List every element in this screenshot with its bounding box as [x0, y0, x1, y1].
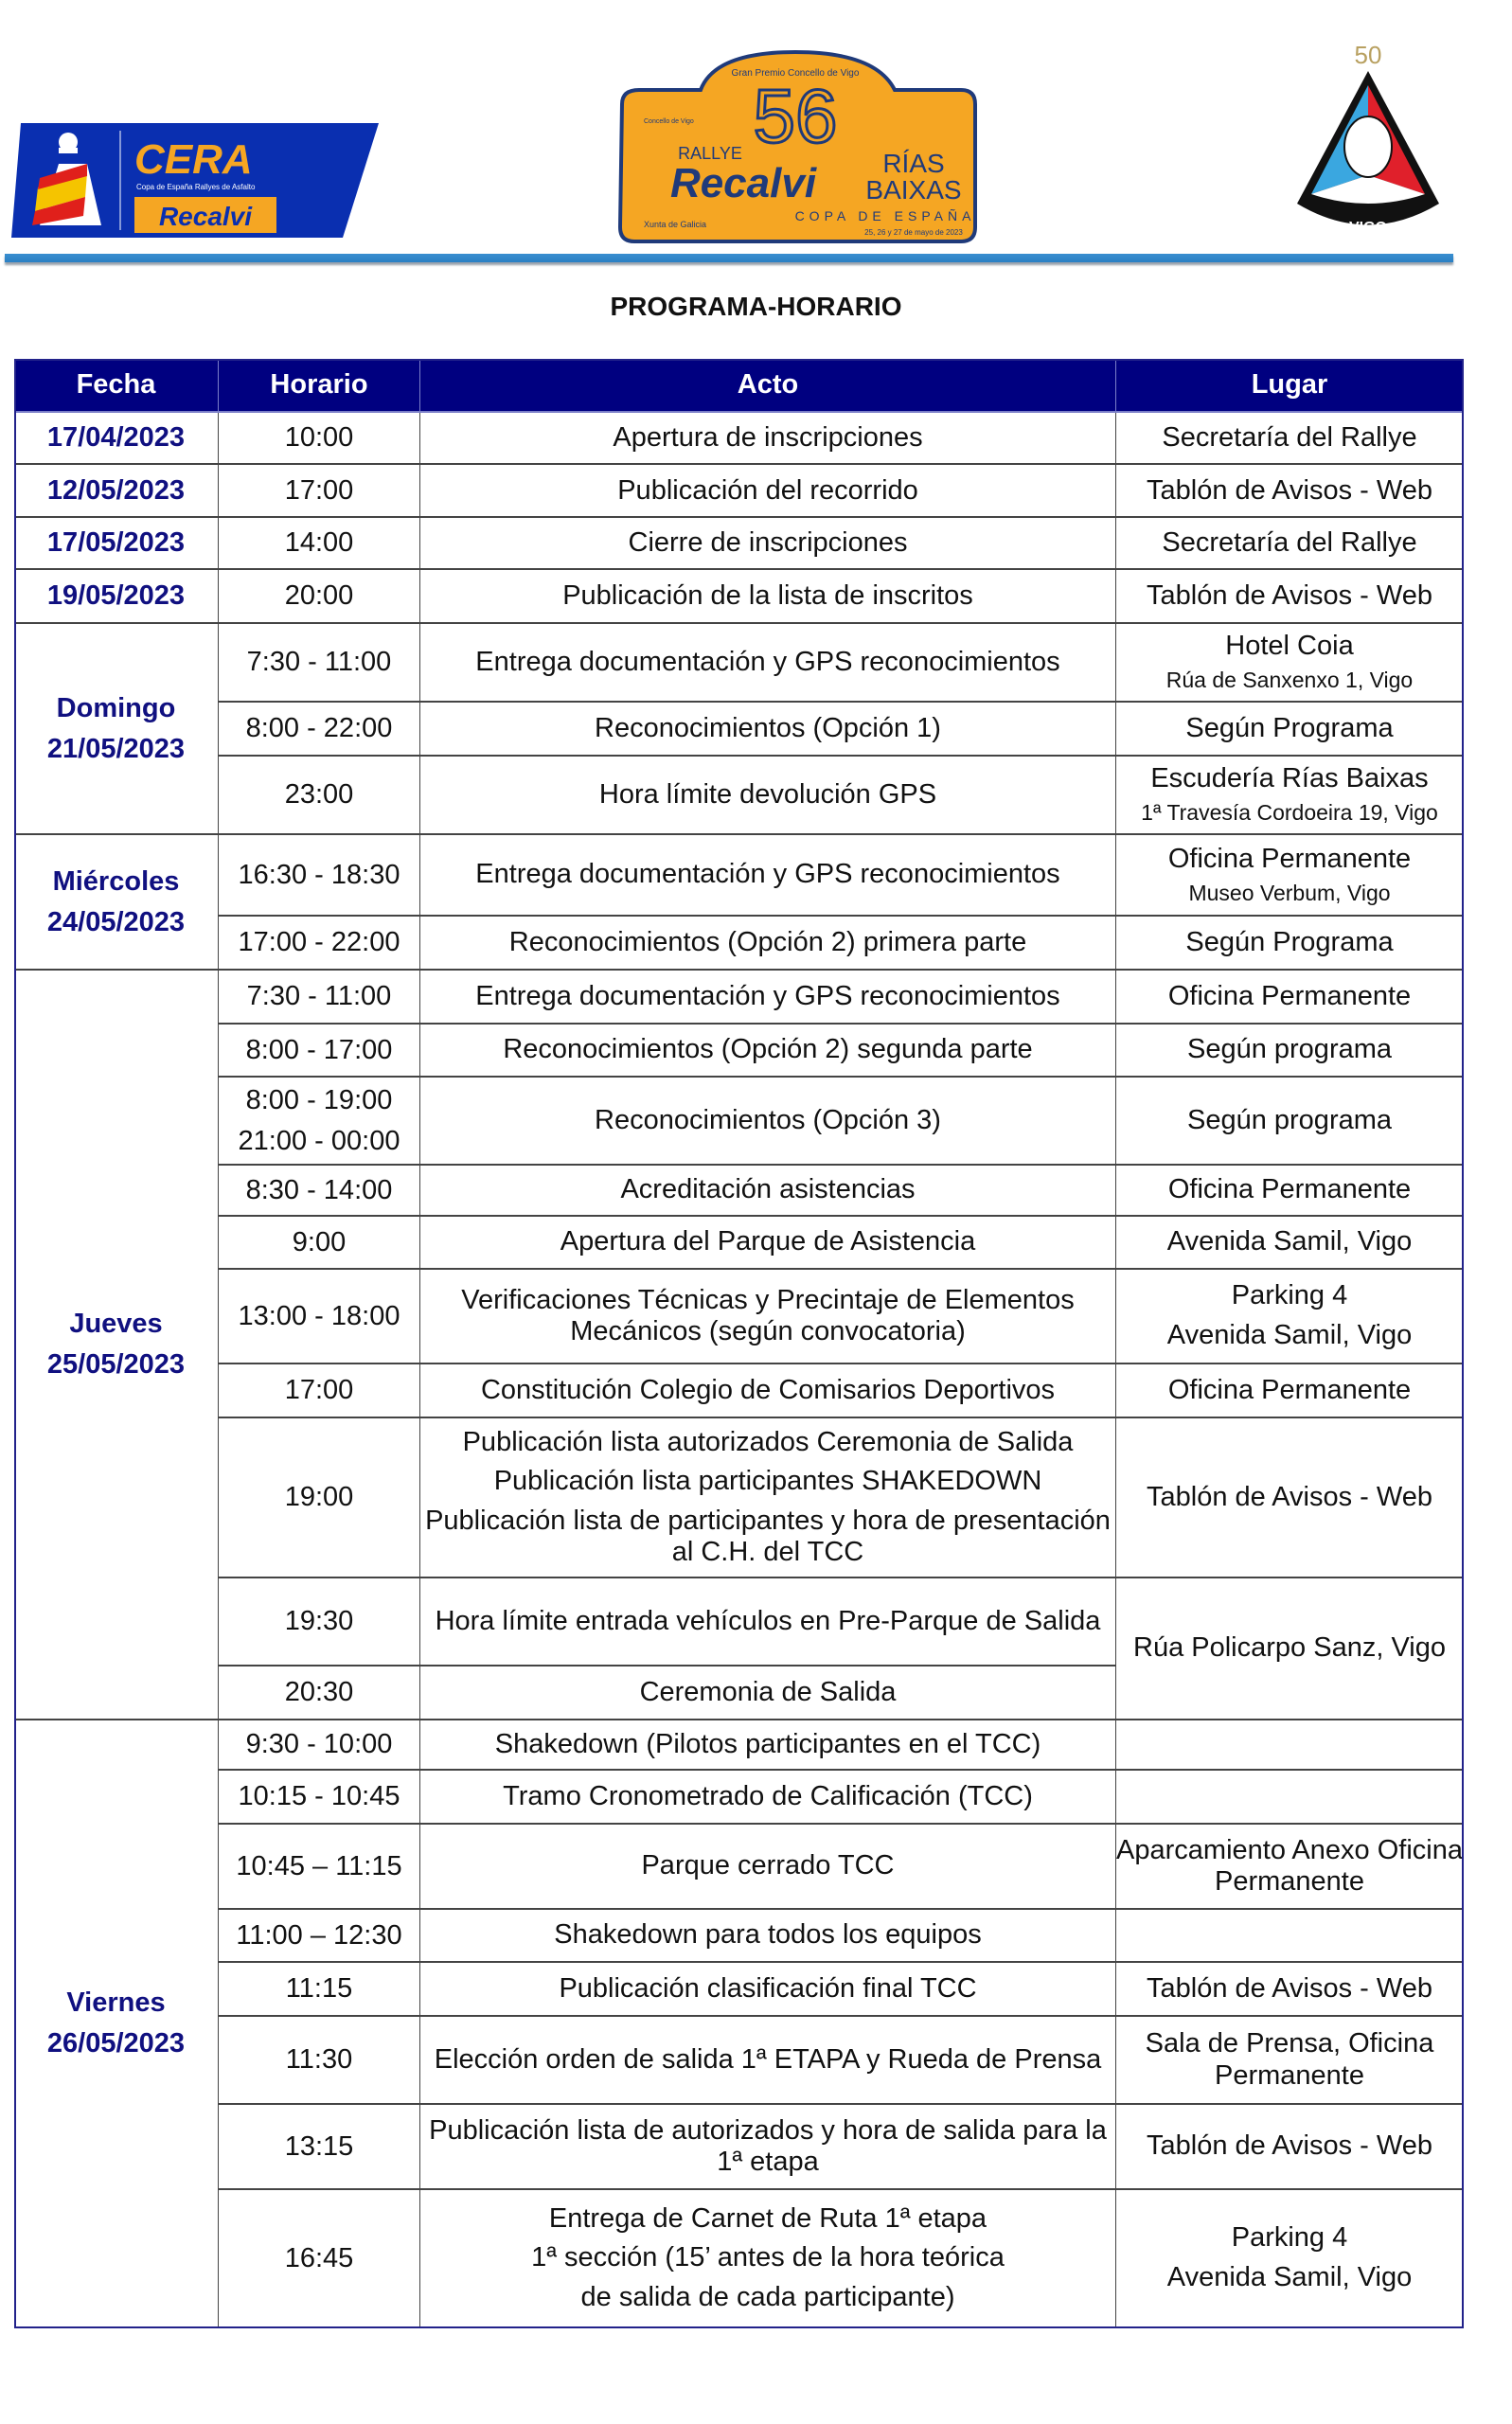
event-horario	[219, 1771, 420, 1825]
event-lugar-empty	[1116, 1771, 1464, 1825]
lugar-value: Hotel Coia	[1225, 631, 1354, 662]
event-horario	[219, 1078, 420, 1166]
cera-recalvi-logo	[11, 121, 381, 240]
horario-value: 10:45 – 11:15	[236, 1850, 402, 1881]
horario-value: 19:30	[284, 1606, 354, 1637]
lugar-value: Tablón de Avisos - Web	[1147, 2130, 1432, 2162]
acto-value: Apertura del Parque de Asistencia	[560, 1226, 976, 1257]
day-date: 26/05/2023	[46, 2028, 186, 2059]
lugar-value: Oficina Permanente	[1167, 843, 1412, 874]
lugar-value: Según Programa	[1185, 926, 1394, 957]
event-acto	[420, 971, 1116, 1025]
event-acto	[420, 1666, 1116, 1720]
event-lugar	[1116, 1963, 1464, 2017]
lugar-value: Secretaría del Rallye	[1162, 527, 1417, 559]
row-horario	[219, 570, 420, 624]
event-horario	[219, 703, 420, 757]
day-name: Viernes	[66, 1987, 166, 2019]
horario-value: 23:00	[284, 779, 354, 811]
event-horario	[219, 1025, 420, 1078]
acto-value: Cierre de inscripciones	[628, 527, 908, 559]
acto-value-3: Publicación lista de participantes y hora de presentación al C.H. del TCC	[425, 1505, 1111, 1567]
acto-value: Parque cerrado TCC	[641, 1850, 895, 1881]
column-header-label: Fecha	[76, 369, 156, 401]
acto-value: Elección orden de salida 1ª ETAPA y Rueda de Prensa	[434, 2043, 1102, 2075]
event-horario	[219, 971, 420, 1025]
horario-value: 13:15	[284, 2130, 354, 2162]
page-title: PROGRAMA-HORARIO	[610, 292, 902, 321]
acto-value: Publicación lista de autorizados y hora de salida para la 1ª etapa	[429, 2114, 1107, 2177]
row-acto	[420, 465, 1116, 518]
acto-value: Entrega documentación y GPS reconocimientos	[475, 646, 1060, 677]
event-lugar	[1116, 1270, 1464, 1364]
column-header-fecha	[14, 359, 219, 413]
event-lugar-empty	[1116, 1720, 1464, 1771]
acto-value: Entrega de Carnet de Ruta 1ª etapa	[548, 2202, 987, 2234]
event-horario	[219, 1825, 420, 1910]
event-acto	[420, 1825, 1116, 1910]
event-horario	[219, 1270, 420, 1364]
column-header-lugar	[1116, 359, 1464, 413]
event-horario	[219, 1364, 420, 1418]
fecha-value: 17/05/2023	[46, 527, 186, 559]
column-header-acto	[420, 359, 1116, 413]
acto-value: Entrega documentación y GPS reconocimientos	[475, 859, 1060, 890]
lugar-value: Según Programa	[1185, 712, 1394, 743]
event-acto	[420, 1771, 1116, 1825]
lugar-value: Aparcamiento Anexo Oficina Permanente	[1116, 1834, 1463, 1897]
row-fecha	[14, 518, 219, 570]
day-name: Miércoles	[52, 865, 180, 897]
acto-value-2: Publicación lista participantes SHAKEDOWN	[493, 1466, 1042, 1497]
event-lugar	[1116, 835, 1464, 917]
row-acto	[420, 570, 1116, 624]
event-lugar	[1116, 2190, 1464, 2328]
column-header-label: Lugar	[1251, 369, 1328, 401]
acto-value: Apertura de inscripciones	[613, 422, 923, 454]
lugar-value: Avenida Samil, Vigo	[1166, 1226, 1413, 1257]
lugar-value-2: Avenida Samil, Vigo	[1166, 1320, 1413, 1351]
column-header-label: Horario	[270, 369, 368, 401]
row-horario	[219, 518, 420, 570]
lugar-value: Tablón de Avisos - Web	[1147, 474, 1432, 506]
row-acto	[420, 518, 1116, 570]
horario-value: 9:00	[292, 1226, 347, 1257]
day-date-cell	[14, 971, 219, 1720]
acto-value-2: 1ª sección (15’ antes de la hora teórica	[531, 2242, 1005, 2273]
lugar-value: Oficina Permanente	[1167, 980, 1412, 1011]
event-acto	[420, 2017, 1116, 2105]
cera-text: CERA	[134, 136, 253, 183]
horario-value: 11:00 – 12:30	[236, 1919, 402, 1951]
event-acto	[420, 1720, 1116, 1771]
horario-value: 16:45	[284, 2242, 354, 2273]
horario-value: 8:00 - 22:00	[245, 713, 393, 744]
event-lugar	[1116, 757, 1464, 835]
event-lugar	[1116, 1166, 1464, 1217]
event-acto	[420, 1910, 1116, 1963]
event-lugar	[1116, 1578, 1464, 1720]
acto-value: Reconocimientos (Opción 3)	[595, 1104, 941, 1135]
horario-value: 10:15 - 10:45	[238, 1781, 400, 1812]
plate-recalvi: Recalvi	[669, 160, 817, 206]
lugar-value: Rúa Policarpo Sanz, Vigo	[1133, 1632, 1446, 1664]
event-acto	[420, 703, 1116, 757]
day-date-cell	[14, 624, 219, 835]
acto-value: Reconocimientos (Opción 2) segunda parte	[503, 1034, 1033, 1065]
lugar-value: Según programa	[1186, 1034, 1393, 1065]
acto-value: Publicación de la lista de inscritos	[562, 580, 973, 612]
horario-value: 11:15	[285, 1973, 353, 2005]
horario-value: 9:30 - 10:00	[245, 1729, 393, 1760]
horario-value: 10:00	[284, 422, 354, 454]
event-acto	[420, 1025, 1116, 1078]
event-acto	[420, 917, 1116, 971]
acto-value: Constitución Colegio de Comisarios Deportivos	[480, 1374, 1056, 1405]
event-horario	[219, 2190, 420, 2328]
row-lugar	[1116, 570, 1464, 624]
fecha-value: 17/04/2023	[46, 422, 186, 454]
acto-value: Acreditación asistencias	[620, 1174, 916, 1205]
row-horario	[219, 465, 420, 518]
event-acto	[420, 1078, 1116, 1166]
event-lugar	[1116, 1825, 1464, 1910]
event-acto	[420, 757, 1116, 835]
plate-dates: 25, 26 y 27 de mayo de 2023	[864, 228, 963, 237]
horario-value: 17:00 - 22:00	[238, 927, 400, 958]
day-name: Domingo	[56, 692, 176, 723]
event-horario	[219, 757, 420, 835]
day-date: 21/05/2023	[46, 733, 186, 764]
event-horario	[219, 1963, 420, 2017]
event-horario	[219, 1217, 420, 1270]
event-horario	[219, 1578, 420, 1666]
plate-xunta: Xunta de Galicia	[644, 220, 707, 229]
event-lugar-empty	[1116, 1910, 1464, 1963]
fecha-value: 12/05/2023	[46, 474, 186, 506]
horario-value: 16:30 - 18:30	[238, 859, 400, 890]
lugar-value-2: Avenida Samil, Vigo	[1166, 2262, 1413, 2293]
event-acto	[420, 1270, 1116, 1364]
event-acto	[420, 2190, 1116, 2328]
event-lugar	[1116, 2105, 1464, 2190]
row-fecha	[14, 413, 219, 465]
horario-value: 8:00 - 19:00	[245, 1084, 393, 1115]
event-horario	[219, 1910, 420, 1963]
plate-arc-text: Gran Premio Concello de Vigo	[731, 68, 860, 79]
day-date: 24/05/2023	[46, 906, 186, 937]
day-name: Jueves	[69, 1309, 163, 1340]
event-horario	[219, 1720, 420, 1771]
event-lugar	[1116, 1078, 1464, 1166]
lugar-value: Secretaría del Rallye	[1162, 422, 1417, 454]
horario-value: 19:00	[284, 1482, 354, 1513]
row-acto	[420, 413, 1116, 465]
lugar-value: Tablón de Avisos - Web	[1147, 1481, 1432, 1512]
horario-value: 7:30 - 11:00	[246, 647, 392, 678]
event-horario	[219, 917, 420, 971]
fecha-value: 19/05/2023	[46, 580, 186, 612]
row-lugar	[1116, 465, 1464, 518]
recalvi-text: Recalvi	[158, 202, 253, 231]
row-lugar	[1116, 413, 1464, 465]
acto-value: Publicación del recorrido	[617, 474, 918, 506]
lugar-value: Parking 4	[1231, 1279, 1348, 1310]
checkered-flag-icon	[1344, 116, 1392, 177]
event-lugar	[1116, 1217, 1464, 1270]
acto-value: Publicación lista autorizados Ceremonia de Salida	[462, 1426, 1074, 1457]
event-lugar	[1116, 917, 1464, 971]
lugar-value: Tablón de Avisos - Web	[1147, 1972, 1432, 2004]
event-lugar	[1116, 1418, 1464, 1578]
event-acto	[420, 624, 1116, 703]
horario-value: 20:00	[284, 580, 354, 612]
event-acto	[420, 1166, 1116, 1217]
lugar-value: Escudería Rías Baixas	[1150, 763, 1429, 794]
plate-number: 56	[753, 74, 838, 158]
lugar-value: Oficina Permanente	[1167, 1174, 1412, 1205]
event-lugar	[1116, 2017, 1464, 2105]
lugar-value: Tablón de Avisos - Web	[1147, 580, 1432, 612]
event-horario	[219, 624, 420, 703]
anniversary-number: 50	[1354, 43, 1382, 69]
acto-value: Shakedown para todos los equipos	[554, 1919, 982, 1951]
horario-value: 8:30 - 14:00	[245, 1174, 393, 1205]
event-acto	[420, 1217, 1116, 1270]
row-lugar	[1116, 518, 1464, 570]
event-acto	[420, 1364, 1116, 1418]
event-lugar	[1116, 703, 1464, 757]
day-date-cell	[14, 835, 219, 971]
plate-rallye: RALLYE	[678, 144, 742, 163]
event-horario	[219, 2017, 420, 2105]
plate-concello: Concello de Vigo	[644, 118, 694, 125]
day-date: 25/05/2023	[46, 1349, 186, 1380]
acto-value: Hora límite entrada vehículos en Pre-Parque de Salida	[435, 1605, 1101, 1636]
acto-value: Reconocimientos (Opción 2) primera parte	[508, 926, 1027, 957]
acto-value: Hora límite devolución GPS	[598, 778, 937, 810]
plate-cup: COPA DE ESPAÑA	[794, 208, 976, 223]
acto-value: Ceremonia de Salida	[639, 1676, 897, 1707]
acto-value: Shakedown (Pilotos participantes en el TCC)	[494, 1728, 1041, 1759]
acto-value: Entrega documentación y GPS reconocimientos	[475, 980, 1060, 1011]
horario-value: 7:30 - 11:00	[246, 981, 392, 1012]
header-divider	[5, 254, 1453, 262]
lugar-value: Según programa	[1186, 1104, 1393, 1135]
lugar-value: Oficina Permanente	[1167, 1374, 1412, 1405]
horario-value: 20:30	[284, 1677, 354, 1708]
row-fecha	[14, 570, 219, 624]
lugar-address: 1ª Travesía Cordoeira 19, Vigo	[1141, 800, 1438, 826]
event-acto	[420, 1963, 1116, 2017]
lugar-value: Sala de Prensa, Oficina Permanente	[1145, 2028, 1434, 2091]
horario-value: 14:00	[284, 527, 354, 559]
horario-value: 17:00	[284, 1375, 354, 1406]
acto-value: Reconocimientos (Opción 1)	[595, 712, 941, 743]
event-lugar	[1116, 624, 1464, 703]
event-acto	[420, 1578, 1116, 1666]
event-lugar	[1116, 1025, 1464, 1078]
crown-icon	[59, 133, 78, 153]
event-horario	[219, 1166, 420, 1217]
column-header-horario	[219, 359, 420, 413]
horario-value: 17:00	[284, 474, 354, 506]
event-lugar	[1116, 971, 1464, 1025]
acto-value: Tramo Cronometrado de Calificación (TCC)	[503, 1780, 1033, 1811]
event-acto	[420, 2105, 1116, 2190]
row-horario	[219, 413, 420, 465]
acto-value-3: de salida de cada participante)	[580, 2281, 955, 2312]
escuderia-50-logo	[1259, 43, 1477, 246]
horario-value: 13:00 - 18:00	[238, 1300, 400, 1331]
lugar-address: Rúa de Sanxenxo 1, Vigo	[1165, 668, 1414, 693]
event-acto	[420, 1418, 1116, 1578]
plate-name-1: RÍAS	[882, 149, 945, 178]
event-horario	[219, 2105, 420, 2190]
vigo-text: VIGO	[1348, 220, 1388, 236]
acto-value: Verificaciones Técnicas y Precintaje de Elementos Mecánicos (según convocatoria)	[461, 1284, 1075, 1346]
event-horario	[219, 835, 420, 917]
event-acto	[420, 835, 1116, 917]
plate-name-2: BAIXAS	[865, 175, 962, 205]
horario-value: 8:00 - 17:00	[245, 1034, 393, 1065]
horario-value: 11:30	[285, 2044, 353, 2076]
event-lugar	[1116, 1364, 1464, 1418]
row-fecha	[14, 465, 219, 518]
lugar-value: Parking 4	[1231, 2221, 1348, 2253]
acto-value: Publicación clasificación final TCC	[559, 1972, 977, 2004]
lugar-address: Museo Verbum, Vigo	[1188, 880, 1391, 905]
event-horario	[219, 1418, 420, 1578]
column-header-label: Acto	[737, 369, 799, 401]
rally-plate-logo	[611, 47, 985, 246]
cera-subtitle: Copa de España Rallyes de Asfalto	[136, 183, 256, 191]
horario-value-2: 21:00 - 00:00	[238, 1125, 400, 1156]
day-date-cell	[14, 1720, 219, 2328]
event-horario	[219, 1666, 420, 1720]
